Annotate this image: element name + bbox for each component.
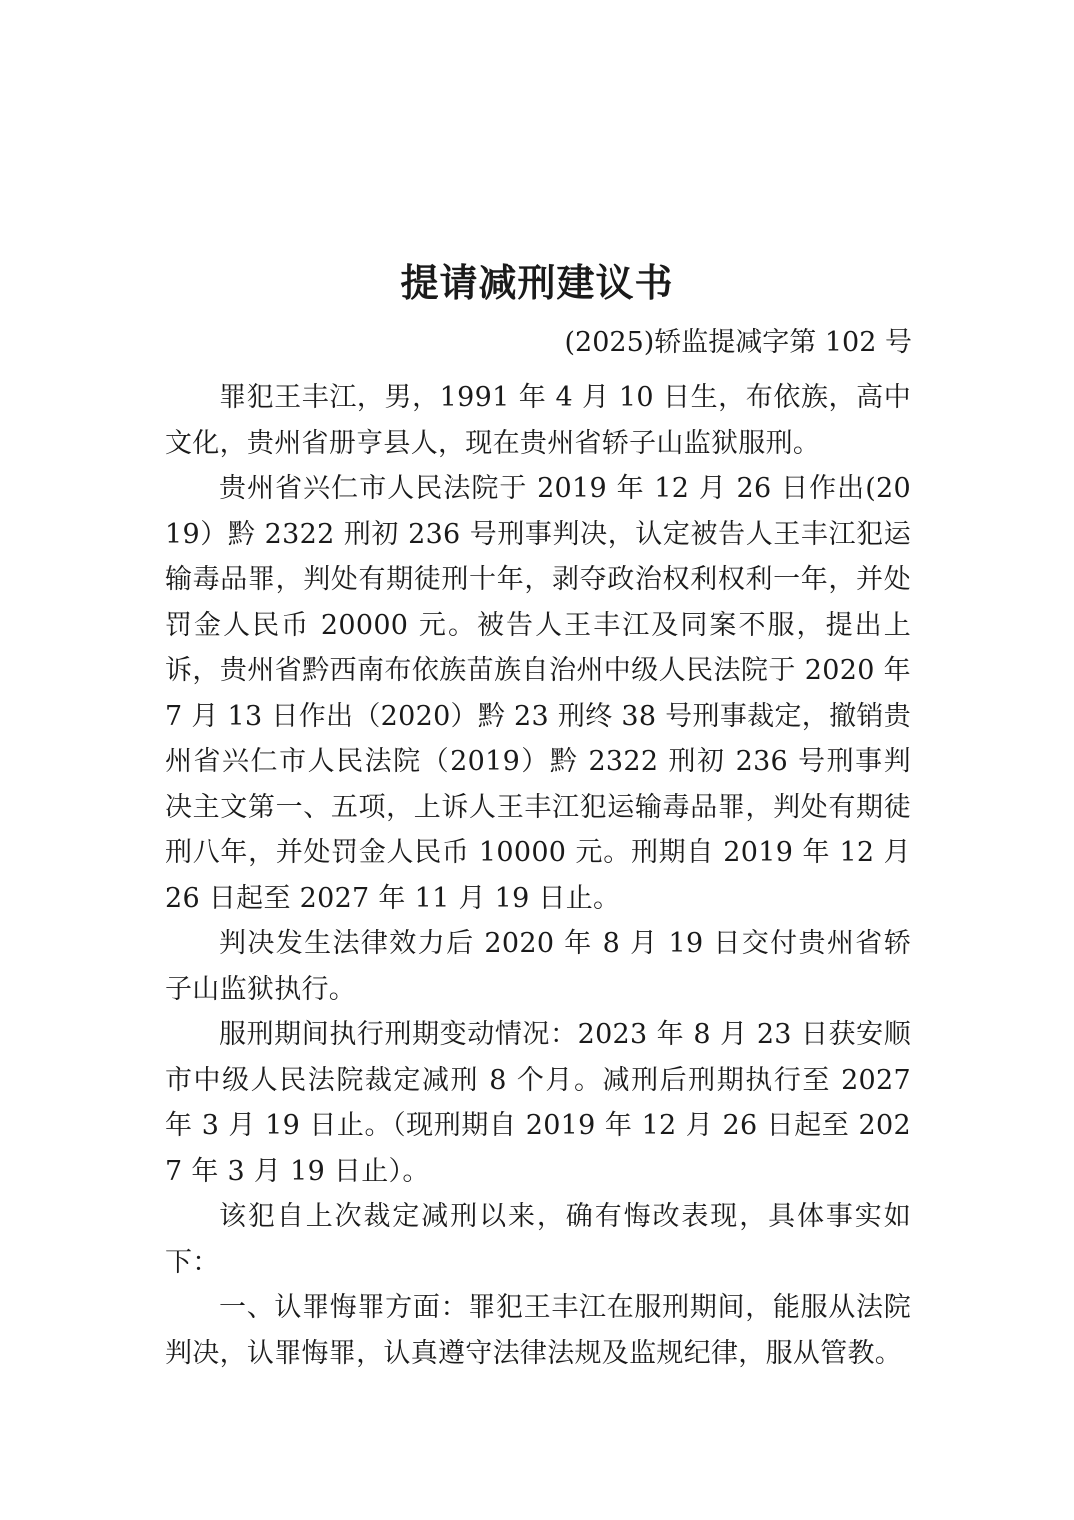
paragraph-sentence-changes: 服刑期间执行刑期变动情况：2023 年 8 月 23 日获安顺市中级人民法院裁定减刑 8 个月。减刑后刑期执行至 2027 年 3 月 19 日止。（现刑期自 2019 年 12 月 26 日起至 2027 年 3 月 19 日止）。 — [165, 1019, 911, 1187]
paragraph-execution: 判决发生法律效力后 2020 年 8 月 19 日交付贵州省轿子山监狱执行。 — [165, 928, 911, 1005]
document-number: (2025)轿监提减字第 102 号 — [564, 327, 912, 358]
paragraph-judgment-history: 贵州省兴仁市人民法院于 2019 年 12 月 26 日作出(2019）黔 2322 刑初 236 号刑事判决，认定被告人王丰江犯运输毒品罪，判处有期徒刑十年，剥夺政治权利权利一年，并处罚金人民币 20000 元。被告人王丰江及同案不服，提出上诉，贵州省黔西南布依族苗族自治州中级人民法院于 2020 年 7 月 13 日作出（2020）黔 23 刑终 38 号刑事裁定，撤销贵州省兴仁市人民法院（2019）黔 2322 刑初 236 号刑事判决主文第一、五项，上诉人王丰江犯运输毒品罪，判处有期徒刑八年，并处罚金人民币 10000 元。刑期自 2019 年 12 月 26 日起至 2027 年 11 月 19 日止。 — [165, 473, 911, 914]
paragraph-personal-info: 罪犯王丰江，男，1991 年 4 月 10 日生，布依族，高中文化，贵州省册亨县人，现在贵州省轿子山监狱服刑。 — [165, 382, 911, 459]
document-title: 提请减刑建议书 — [400, 261, 674, 305]
paragraph-repentance: 一、认罪悔罪方面：罪犯王丰江在服刑期间，能服从法院判决，认罪悔罪，认真遵守法律法规及监规纪律，服从管教。 — [165, 1292, 911, 1369]
paragraph-intro-facts: 该犯自上次裁定减刑以来，确有悔改表现，具体事实如下： — [165, 1201, 911, 1278]
document-body — [165, 375, 911, 1376]
